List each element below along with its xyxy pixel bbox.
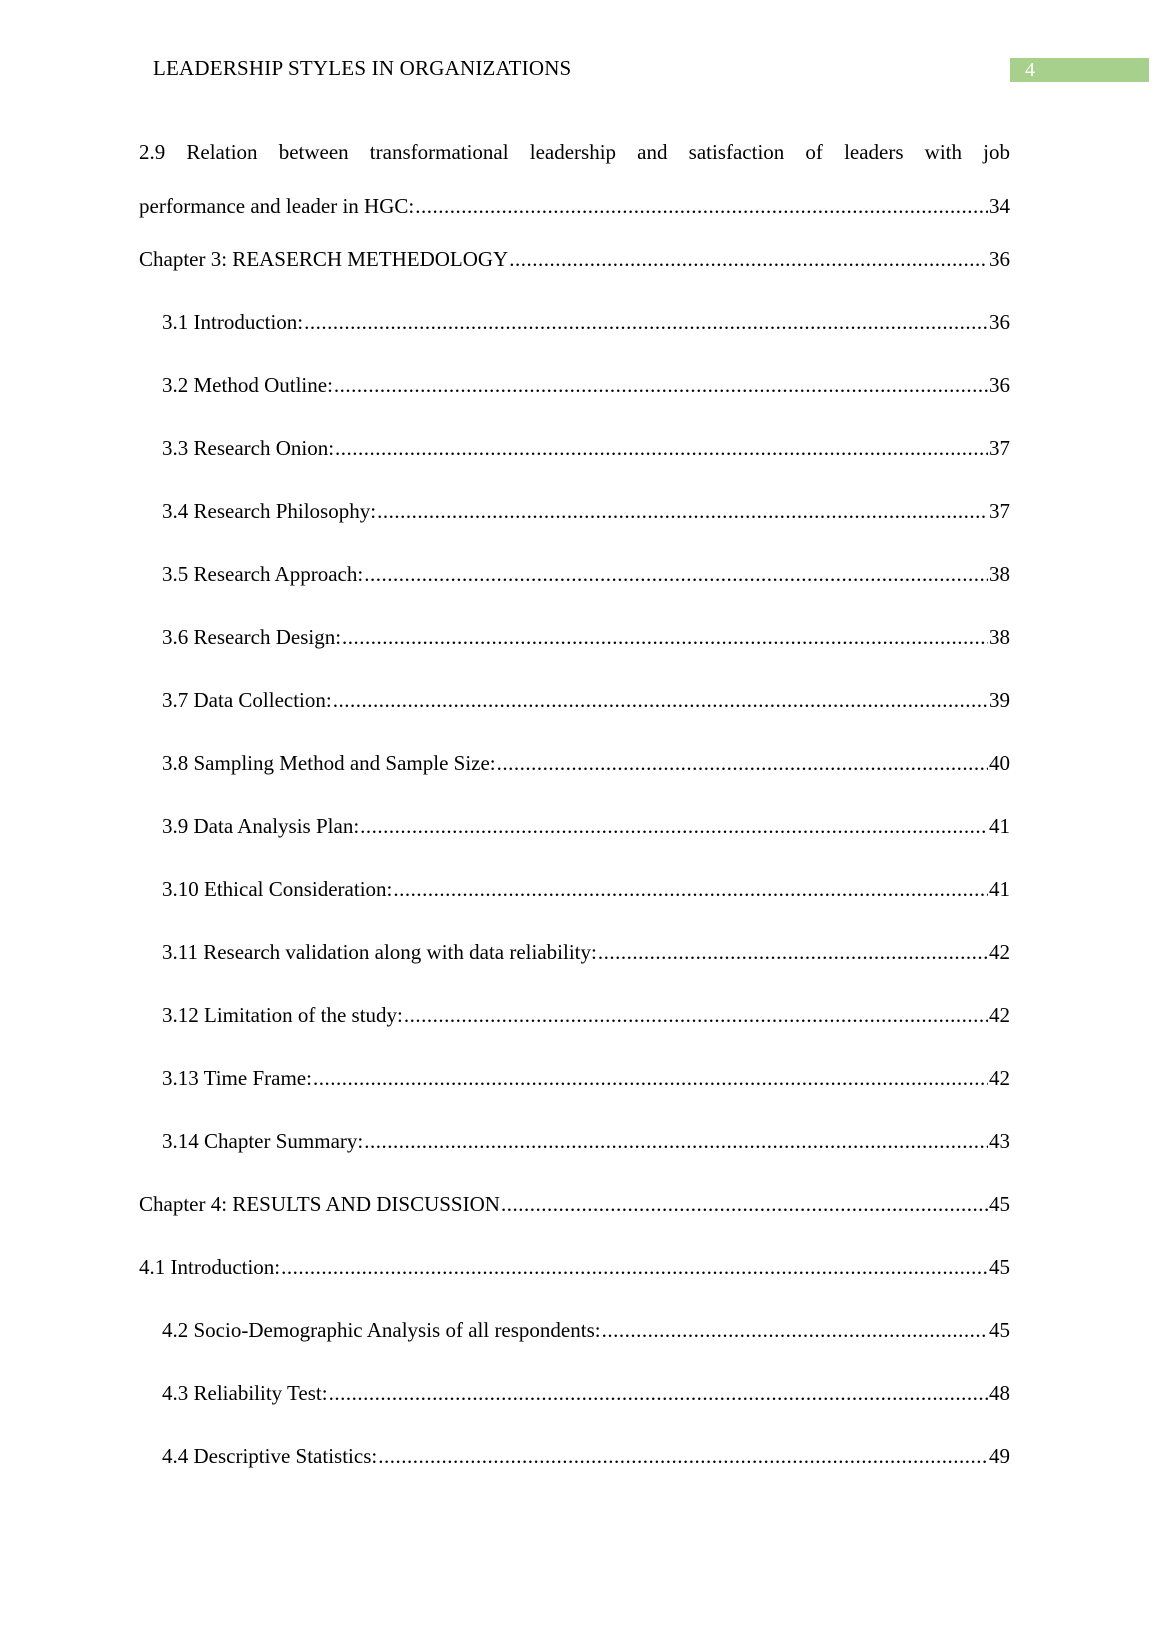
toc-entry-2-9-line1[interactable]: 2.9 Relation between transformational leadership and satisfaction of leaders with job <box>139 140 1010 164</box>
toc-entry-text: 3.12 Limitation of the study: <box>162 1003 403 1027</box>
toc-leader-dots <box>415 191 988 221</box>
toc-entry-text: Chapter 3: REASERCH METHEDOLOGY <box>139 247 509 271</box>
toc-page-number: 42 <box>989 940 1010 964</box>
toc-entry-chapter-4[interactable] <box>139 1189 1010 1219</box>
toc-entry-3-12[interactable] <box>139 1000 1010 1030</box>
toc-page-number: 38 <box>989 625 1010 649</box>
toc-leader-dots <box>393 874 988 904</box>
toc-entry-3-8[interactable] <box>139 748 1010 778</box>
toc-leader-dots <box>377 496 988 526</box>
toc-entry-text: 3.6 Research Design: <box>162 625 342 649</box>
toc-leader-dots <box>360 811 988 841</box>
toc-leader-dots <box>364 559 988 589</box>
toc-entry-text: 4.4 Descriptive Statistics: <box>162 1444 378 1468</box>
toc-page-number: 48 <box>989 1381 1010 1405</box>
toc-entry-4-4[interactable] <box>139 1441 1010 1471</box>
toc-entry-3-13[interactable] <box>139 1063 1010 1093</box>
toc-page-number: 43 <box>989 1129 1010 1153</box>
toc-leader-dots <box>501 1189 988 1219</box>
toc-page-number: 45 <box>989 1318 1010 1342</box>
toc-page-number: 45 <box>989 1192 1010 1216</box>
toc-leader-dots <box>281 1252 988 1282</box>
toc-page-number: 40 <box>989 751 1010 775</box>
toc-entry-text: performance and leader in HGC: <box>139 194 415 218</box>
toc-entry-text: 3.9 Data Analysis Plan: <box>162 814 360 838</box>
toc-entry-text: Chapter 4: RESULTS AND DISCUSSION <box>139 1192 500 1216</box>
toc-entry-4-1[interactable] <box>139 1252 1010 1282</box>
page-number-badge: 4 <box>1010 58 1149 82</box>
toc-leader-dots <box>497 748 988 778</box>
toc-entry-text: 3.13 Time Frame: <box>162 1066 312 1090</box>
toc-page-number: 42 <box>989 1003 1010 1027</box>
toc-page-number: 41 <box>989 814 1010 838</box>
toc-entry-text: 3.11 Research validation along with data reliability: <box>162 940 597 964</box>
toc-leader-dots <box>333 685 988 715</box>
toc-leader-dots <box>313 1063 988 1093</box>
toc-page-number: 41 <box>989 877 1010 901</box>
toc-leader-dots <box>364 1126 988 1156</box>
toc-entry-text: 3.10 Ethical Consideration: <box>162 877 393 901</box>
toc-page-number: 49 <box>989 1444 1010 1468</box>
toc-leader-dots <box>509 244 988 274</box>
toc-entry-text: 3.8 Sampling Method and Sample Size: <box>162 751 496 775</box>
toc-leader-dots <box>342 622 988 652</box>
toc-leader-dots <box>598 937 988 967</box>
toc-page-number: 34 <box>989 194 1010 218</box>
toc-entry-text: 4.3 Reliability Test: <box>162 1381 328 1405</box>
toc-entry-3-3[interactable] <box>139 433 1010 463</box>
toc-entry-3-9[interactable] <box>139 811 1010 841</box>
toc-entry-3-2[interactable] <box>139 370 1010 400</box>
toc-entry-text: 4.2 Socio-Demographic Analysis of all respondents: <box>162 1318 601 1342</box>
toc-leader-dots <box>334 370 988 400</box>
toc-page-number: 39 <box>989 688 1010 712</box>
toc-page-number: 45 <box>989 1255 1010 1279</box>
running-head: LEADERSHIP STYLES IN ORGANIZATIONS <box>153 56 572 80</box>
toc-leader-dots <box>602 1315 988 1345</box>
toc-page-number: 36 <box>989 310 1010 334</box>
toc-entry-3-6[interactable] <box>139 622 1010 652</box>
toc-entry-3-1[interactable] <box>139 307 1010 337</box>
toc-page-number: 36 <box>989 247 1010 271</box>
toc-leader-dots <box>304 307 988 337</box>
toc-entry-text: 4.1 Introduction: <box>139 1255 281 1279</box>
toc-entry-3-5[interactable] <box>139 559 1010 589</box>
toc-entry-4-3[interactable] <box>139 1378 1010 1408</box>
toc-leader-dots <box>404 1000 988 1030</box>
toc-leader-dots <box>335 433 988 463</box>
toc-page-number: 38 <box>989 562 1010 586</box>
toc-leader-dots <box>378 1441 988 1471</box>
toc-entry-3-14[interactable] <box>139 1126 1010 1156</box>
toc-page-number: 37 <box>989 499 1010 523</box>
toc-entry-text: 3.2 Method Outline: <box>162 373 333 397</box>
toc-entry-text: 3.7 Data Collection: <box>162 688 332 712</box>
toc-entry-3-11[interactable] <box>139 937 1010 967</box>
toc-entry-chapter-3[interactable] <box>139 244 1010 274</box>
toc-entry-text: 3.14 Chapter Summary: <box>162 1129 364 1153</box>
toc-entry-text: 3.5 Research Approach: <box>162 562 364 586</box>
toc-page-number: 42 <box>989 1066 1010 1090</box>
toc-page-number: 37 <box>989 436 1010 460</box>
toc-page-number: 36 <box>989 373 1010 397</box>
toc-leader-dots <box>329 1378 988 1408</box>
toc-entry-3-4[interactable] <box>139 496 1010 526</box>
toc-entry-3-10[interactable] <box>139 874 1010 904</box>
toc-entry-text: 3.1 Introduction: <box>162 310 304 334</box>
toc-entry-2-9-line2[interactable] <box>139 191 1010 221</box>
toc-entry-text: 3.4 Research Philosophy: <box>162 499 377 523</box>
toc-entry-text: 3.3 Research Onion: <box>162 436 335 460</box>
toc-entry-4-2[interactable] <box>139 1315 1010 1345</box>
toc-entry-3-7[interactable] <box>139 685 1010 715</box>
